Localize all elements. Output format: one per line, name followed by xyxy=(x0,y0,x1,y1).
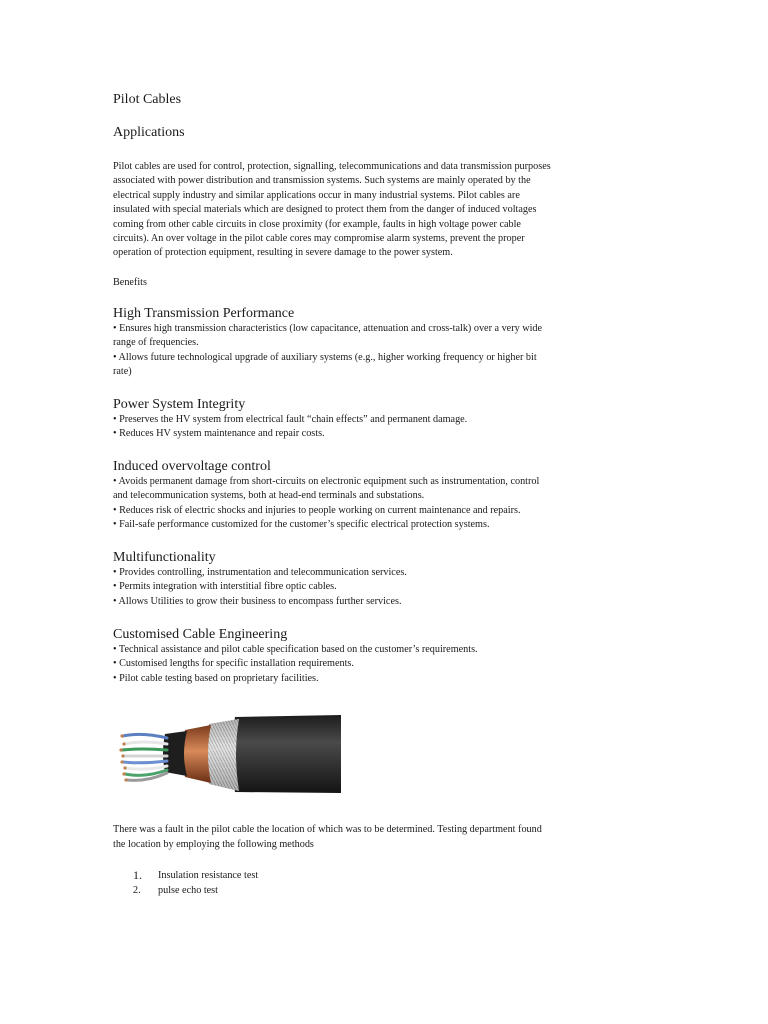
section-heading: Induced overvoltage control xyxy=(113,459,271,474)
section-customised-cable-engineering xyxy=(113,627,658,686)
bullet-line: and telecommunication systems, both at head-end terminals and substations. xyxy=(113,490,425,502)
bullet-line: range of frequencies. xyxy=(113,337,199,349)
fault-paragraph xyxy=(113,822,658,852)
intro-line: circuits). An over voltage in the pilot cable cores may compromise alarm systems, prevent the proper xyxy=(113,233,525,245)
fault-line: the location by employing the following methods xyxy=(113,839,314,850)
section-high-transmission-performance xyxy=(113,306,658,380)
bullet-line: rate) xyxy=(113,366,132,378)
intro-line: electrical supply industry and similar applications occur in many industrial systems. Pilot cables are xyxy=(113,189,520,201)
section-heading: Customised Cable Engineering xyxy=(113,627,288,642)
intro-paragraph xyxy=(113,160,658,261)
list-number: 1. xyxy=(133,868,142,882)
list-item xyxy=(133,868,258,883)
section-multifunctionality xyxy=(113,550,658,609)
list-text: pulse echo test xyxy=(158,885,218,896)
intro-line: coming from other cable circuits in close proximity (for example, faults in high voltage power cable xyxy=(113,218,521,230)
section-body xyxy=(113,566,658,609)
fault-line: There was a fault in the pilot cable the location of which was to be determined. Testing department found xyxy=(113,824,542,835)
bullet-line: • Pilot cable testing based on proprietary facilities. xyxy=(113,672,319,684)
bullet-line: • Reduces risk of electric shocks and injuries to people working on current maintenance and repairs. xyxy=(113,504,521,516)
list-item xyxy=(133,883,258,898)
bullet-line: • Technical assistance and pilot cable specification based on the customer’s requirements. xyxy=(113,644,478,655)
bullet-line: • Avoids permanent damage from short-circuits on electronic equipment such as instrumentation, control xyxy=(113,476,540,487)
section-body xyxy=(113,475,658,533)
bullet-line: • Fail-safe performance customized for the customer’s specific electrical protection systems. xyxy=(113,519,490,531)
bullet-line: • Allows future technological upgrade of auxiliary systems (e.g., higher working frequency or higher bit xyxy=(113,351,537,363)
bullet-line: • Allows Utilities to grow their business to encompass further services. xyxy=(113,595,402,607)
bullet-line: • Reduces HV system maintenance and repair costs. xyxy=(113,428,325,440)
bullet-line: • Permits integration with interstitial fibre optic cables. xyxy=(113,581,337,593)
intro-line: Pilot cables are used for control, protection, signalling, telecommunications and data transmission purposes xyxy=(113,161,551,172)
section-heading: Multifunctionality xyxy=(113,550,216,565)
intro-line: insulated with special materials which are designed to protect them from the danger of induced voltages xyxy=(113,204,537,216)
page-title: Pilot Cables xyxy=(113,92,182,107)
section-body xyxy=(113,413,658,442)
methods-list xyxy=(133,868,258,898)
section-heading: Power System Integrity xyxy=(113,397,246,412)
bullet-line: • Customised lengths for specific installation requirements. xyxy=(113,658,354,670)
pilot-cable-image xyxy=(117,714,341,794)
section-induced-overvoltage-control xyxy=(113,459,658,533)
list-text: Insulation resistance test xyxy=(158,870,259,881)
intro-line: associated with power distribution and transmission systems. Such systems are mainly operated by the xyxy=(113,175,531,187)
section-body xyxy=(113,643,658,686)
section-power-system-integrity xyxy=(113,397,658,442)
bullet-line: • Preserves the HV system from electrical fault “chain effects” and permanent damage. xyxy=(113,414,468,425)
bullet-line: • Provides controlling, instrumentation and telecommunication services. xyxy=(113,567,407,578)
bullet-line: • Ensures high transmission characteristics (low capacitance, attenuation and cross-talk) over a very wide xyxy=(113,323,543,334)
list-number: 2. xyxy=(133,885,141,896)
section-subtitle: Applications xyxy=(113,125,185,140)
section-heading: High Transmission Performance xyxy=(113,306,295,321)
section-body xyxy=(113,322,658,380)
benefits-label: Benefits xyxy=(113,277,147,288)
intro-line: operation of protection equipment, resulting in severe damage to the power system. xyxy=(113,247,453,259)
